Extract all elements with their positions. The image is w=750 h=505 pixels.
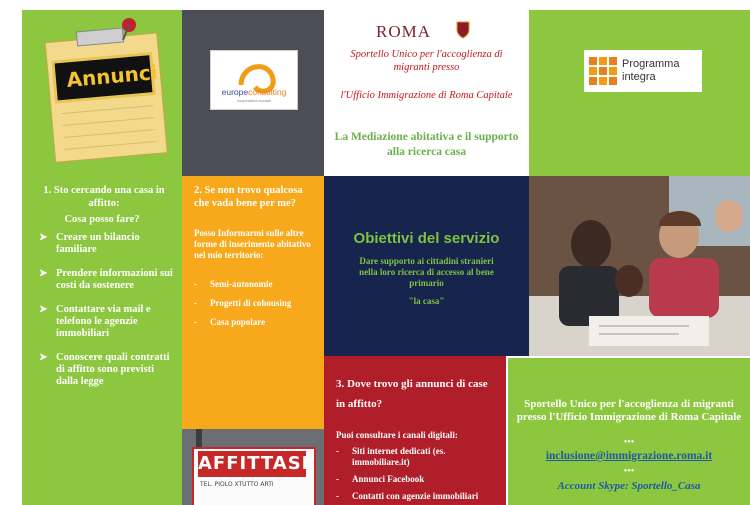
section1-list — [36, 232, 178, 400]
header-line1: Sportello Unico per l'accoglienza di migranti presso — [350, 49, 503, 73]
objectives-panel — [324, 176, 529, 356]
skype-account: Account Skype: Sportello_Casa — [557, 480, 701, 492]
list-item: - Casa popolare — [194, 317, 266, 327]
notepad-image — [22, 10, 182, 176]
list-item: - Contatti con agenzie immobiliari — [336, 491, 479, 501]
section2-intro: Posso Informarmi sulle altre forme di inserimento abitativo nel mio territorio: — [194, 228, 311, 260]
integra-panel — [529, 10, 750, 176]
section1-title: 1. Sto cercando una casa in affitto: — [43, 185, 165, 209]
arrow-icon: ➤ — [39, 232, 48, 243]
logo-tagline: cooperativa sociale — [236, 98, 272, 103]
roma-logo — [376, 20, 486, 42]
section2-title: 2. Se non trovo qualcosa che vada bene per me? — [194, 185, 303, 209]
list-item: ➤ Prendere informazioni sui costi da sostenere — [39, 268, 173, 291]
section2-list — [194, 279, 320, 328]
objectives-title: Obiettivi del servizio — [353, 230, 500, 247]
integra-grid-icon — [589, 57, 617, 85]
logo-europe-text: europe — [221, 87, 249, 97]
email-link[interactable]: inclusione@immigrazione.roma.it — [545, 450, 713, 462]
sign-small-text: TEL. PIOLO XTUTTO ARTI — [200, 481, 274, 488]
notepad-label: Annunci — [65, 60, 159, 92]
list-item: - Semi-autonomie — [194, 279, 273, 289]
objectives-quote: "la casa" — [408, 296, 445, 306]
sign-text: AFFITTASI — [198, 451, 306, 477]
integra-line1: Programma — [622, 58, 680, 70]
header-line2: l'Ufficio Immigrazione di Roma Capitale — [340, 90, 513, 101]
notepad-panel — [22, 10, 182, 176]
arrow-icon: ➤ — [39, 304, 48, 315]
list-item: - Annunci Facebook — [336, 474, 425, 484]
integra-line2: integra — [622, 71, 656, 83]
contact-bullets-1: ••• — [623, 437, 635, 448]
affittasi-sign-image — [182, 429, 324, 505]
contact-title: Sportello Unico per l'accoglienza di migranti presso l'Ufficio Immigrazione di Roma Capitale — [516, 398, 742, 423]
photo-image — [529, 176, 750, 356]
section1-panel — [22, 176, 182, 505]
header-panel — [324, 10, 529, 176]
contact-bullets-2: ••• — [623, 466, 635, 477]
section1-question: Cosa posso fare? — [64, 214, 140, 225]
section3-title: 3. Dove trovo gli annunci di case in affitto? — [336, 378, 488, 410]
list-item: ➤ Conoscere quali contratti di affitto sono previsti dalla legge — [39, 352, 170, 387]
section3-list — [336, 446, 504, 502]
list-item: - Siti internet dedicati (es. immobiliare.it) — [336, 446, 446, 467]
classroom-photo — [529, 176, 750, 356]
list-item: ➤ Creare un bilancio familiare — [39, 232, 140, 255]
arrow-icon: ➤ — [39, 352, 48, 363]
objectives-text: Dare supporto ai cittadini stranieri nella loro ricerca di accesso al bene primario — [359, 256, 494, 288]
sign-board — [192, 447, 316, 505]
section3-intro: Puoi consultare i canali digitali: — [336, 430, 458, 440]
header-subtitle: La Mediazione abitativa e il supporto alla ricerca casa — [334, 131, 519, 158]
europe-consulting-panel — [182, 10, 324, 176]
list-item: - Progetti di cohousing — [194, 298, 292, 308]
section2-panel — [182, 176, 324, 429]
contact-panel — [506, 356, 750, 505]
arrow-icon: ➤ — [39, 268, 48, 279]
list-item: ➤ Contattare via mail e telefono le agenzie immobiliari — [39, 304, 151, 339]
roma-wordmark: ROMA — [376, 22, 432, 41]
logo-consulting-text: consulting — [248, 87, 287, 97]
section3-panel — [324, 356, 506, 505]
programma-integra-logo — [584, 50, 702, 92]
roma-shield-icon — [456, 21, 470, 39]
europe-consulting-logo — [210, 50, 298, 110]
